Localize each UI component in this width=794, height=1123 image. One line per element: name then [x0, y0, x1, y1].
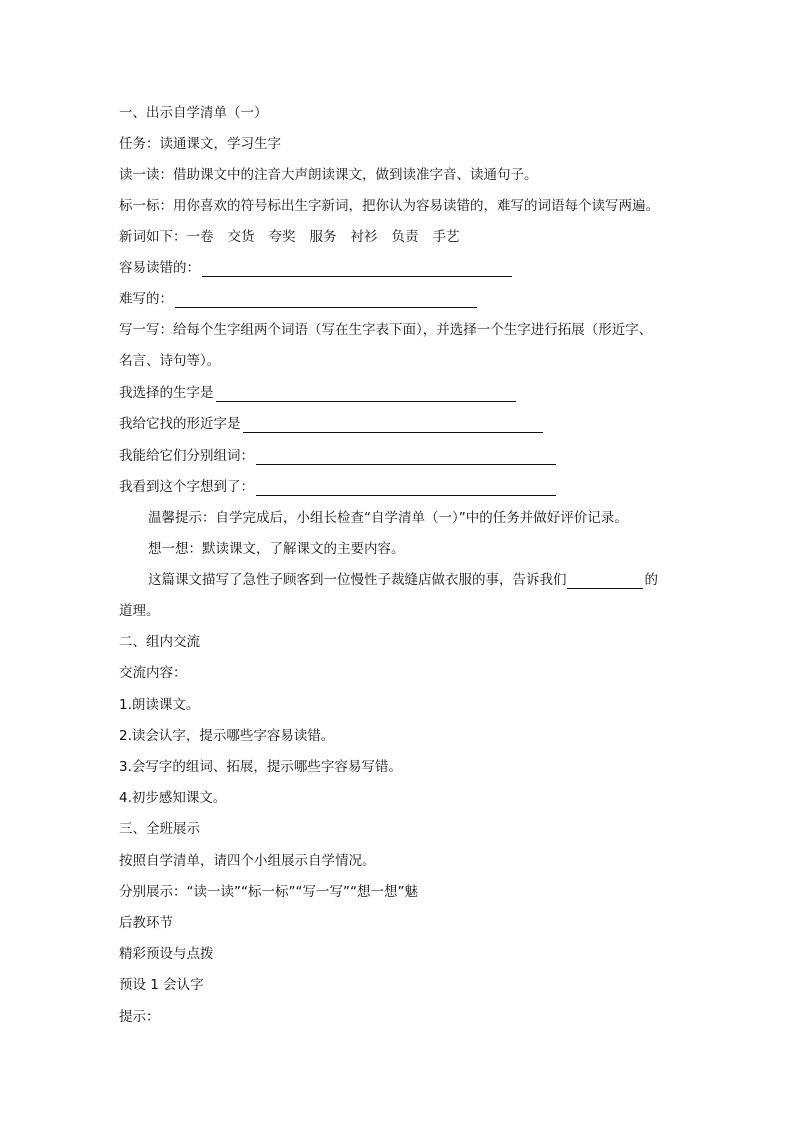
summary-end: 的	[644, 572, 658, 588]
summary-line	[148, 571, 658, 589]
new-words-label: 新词如下：	[119, 229, 187, 245]
tip-line: 温馨提示：自学完成后，小组长检查“自学清单（一）”中的任务并做好评价记录。	[148, 510, 628, 526]
thought-line	[119, 478, 556, 496]
content-label: 交流内容：	[119, 665, 187, 681]
section2-heading: 二、组内交流	[119, 634, 200, 650]
answer-blank[interactable]	[216, 387, 516, 402]
easy-wrong-line	[119, 259, 512, 277]
group-words-label: 我能给它们分别组词：	[119, 448, 254, 464]
summary-text: 这篇课文描写了急性子顾客到一位慢性子裁缝店做衣服的事，告诉我们	[148, 572, 567, 588]
section3-line: 后教环节	[119, 915, 173, 931]
hard-write-label: 难写的：	[119, 291, 173, 307]
new-word: 夸奖	[268, 229, 296, 245]
task-line: 任务：读通课文，学习生字	[119, 136, 281, 152]
write-line-1: 写一写：给每个生字组两个词语（写在生字表下面），并选择一个生字进行拓展（形近字、	[119, 322, 653, 338]
list-item: 2.读会认字，提示哪些字容易读错。	[119, 728, 335, 744]
new-word: 负责	[391, 229, 419, 245]
read-line: 读一读：借助课文中的注音大声朗读课文，做到读准字音、读通句子。	[119, 167, 538, 183]
new-word: 手艺	[432, 229, 460, 245]
answer-blank[interactable]	[243, 418, 543, 433]
think-line: 想一想：默读课文，了解课文的主要内容。	[148, 541, 405, 557]
list-item: 4.初步感知课文。	[119, 790, 227, 806]
chosen-char-line	[119, 384, 516, 402]
summary-line-2: 道理。	[119, 603, 160, 619]
section3-line: 精彩预设与点拨	[119, 946, 214, 962]
section3-line: 提示：	[119, 1009, 160, 1025]
section1-heading: 一、出示自学清单（一）	[119, 105, 268, 121]
chosen-char-label: 我选择的生字是	[119, 385, 214, 401]
answer-blank[interactable]	[256, 450, 556, 465]
section3-heading: 三、全班展示	[119, 821, 200, 837]
new-word: 服务	[309, 229, 337, 245]
new-word: 一卷	[186, 229, 214, 245]
similar-char-label: 我给它找的形近字是	[119, 416, 241, 432]
section3-line: 分别展示：“读一读”“标一标”“写一写”“想一想”魅	[119, 884, 418, 900]
section3-line: 预设 1 会认字	[119, 977, 204, 993]
new-words-line	[119, 228, 460, 246]
list-item: 1.朗读课文。	[119, 697, 200, 713]
answer-blank[interactable]	[202, 262, 512, 277]
section3-line: 按照自学清单，请四个小组展示自学情况。	[119, 853, 376, 869]
write-line-2: 名言、诗句等）。	[119, 353, 221, 369]
answer-blank[interactable]	[256, 481, 556, 496]
easy-wrong-label: 容易读错的：	[119, 260, 200, 276]
new-word: 衬衫	[350, 229, 378, 245]
group-words-line	[119, 447, 556, 465]
similar-char-line	[119, 415, 543, 433]
mark-line: 标一标：用你喜欢的符号标出生字新词，把你认为容易读错的，难写的词语每个读写两遍。	[119, 198, 659, 214]
answer-blank[interactable]	[175, 293, 477, 308]
list-item: 3.会写字的组词、拓展，提示哪些字容易写错。	[119, 759, 402, 775]
hard-write-line	[119, 290, 477, 308]
thought-label: 我看到这个字想到了：	[119, 479, 254, 495]
new-word: 交货	[227, 229, 255, 245]
answer-blank[interactable]	[567, 574, 643, 589]
